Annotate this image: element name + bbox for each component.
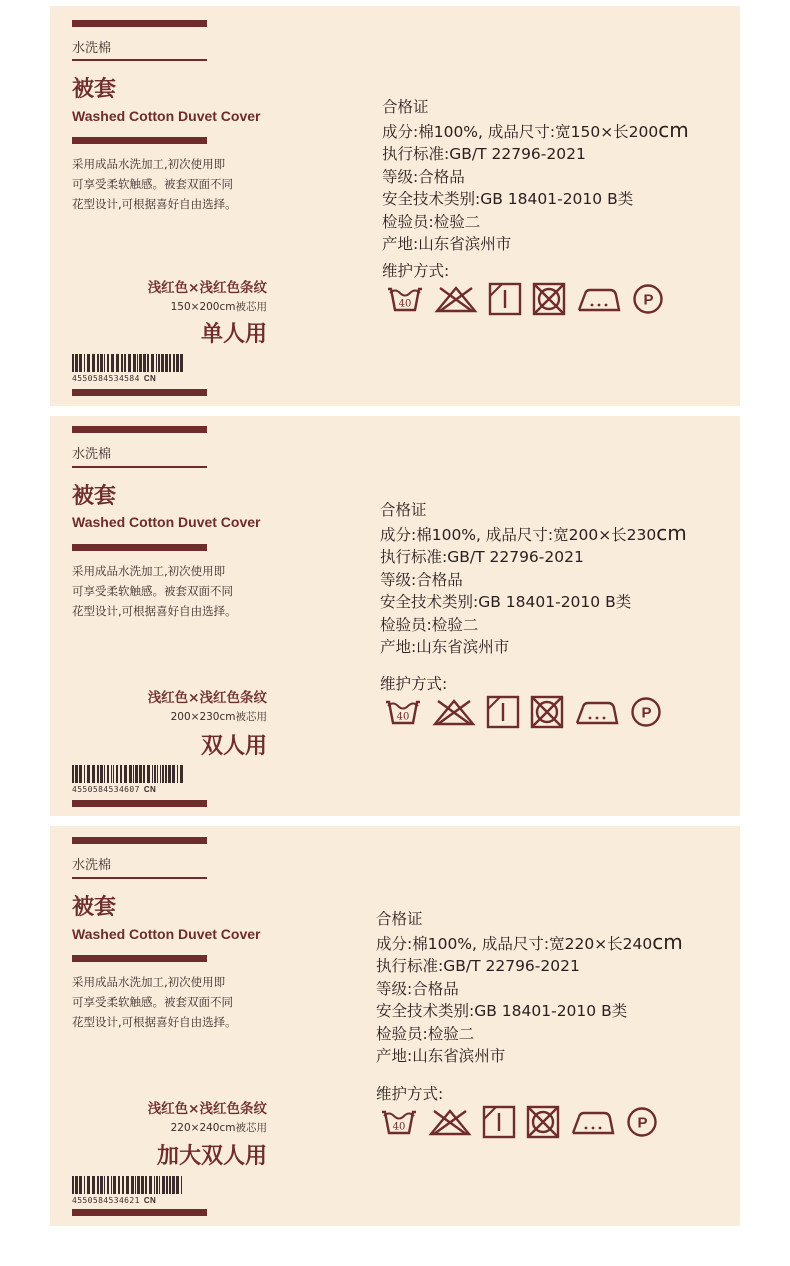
barcode-number — [72, 1196, 156, 1205]
composition-line — [380, 522, 687, 547]
barcode-bar — [172, 765, 175, 783]
barcode-suffix: CN — [143, 1196, 157, 1205]
usage-type: 加大双人用 — [156, 1144, 267, 1169]
composition-text: 成分:棉100%, 成品尺寸:宽200×长230 — [380, 525, 657, 544]
barcode-bar — [79, 765, 82, 783]
safety-line: 安全技术类别:GB 18401-2010 B类 — [380, 593, 632, 611]
barcode-bar — [169, 354, 171, 372]
barcode-bar — [107, 354, 109, 372]
barcode-bar — [152, 765, 153, 783]
product-title-en: Washed Cotton Duvet Cover — [72, 514, 261, 530]
product-description — [72, 972, 287, 1032]
product-title: 被套 — [72, 77, 117, 102]
description-line: 花型设计,可根据喜好自由选择。 — [72, 197, 237, 211]
label-left-panel — [72, 6, 287, 406]
composition-line — [382, 119, 689, 144]
product-title-en: Washed Cotton Duvet Cover — [72, 926, 261, 942]
barcode-bar — [87, 1176, 90, 1194]
description-line: 采用成品水洗加工,初次使用即 — [72, 975, 226, 989]
inspector-line: 检验员:检验二 — [382, 212, 481, 231]
inspector-line: 检验员:检验二 — [380, 615, 479, 634]
certificate-block — [376, 908, 683, 1068]
barcode-bar — [165, 354, 168, 372]
svg-text:40: 40 — [396, 711, 410, 723]
barcode-bar — [137, 354, 138, 372]
material-text: 水洗棉 — [72, 447, 112, 462]
label-right-panel — [382, 6, 762, 406]
product-description — [72, 154, 287, 214]
certificate-title: 合格证 — [380, 501, 427, 519]
barcode-bar — [147, 354, 149, 372]
composition-unit: cm — [652, 929, 683, 954]
barcode-bar — [176, 1176, 179, 1194]
svg-text:P: P — [637, 1114, 648, 1132]
product-title: 被套 — [72, 895, 117, 920]
barcode — [72, 1176, 187, 1194]
barcode-bar — [116, 354, 119, 372]
barcode-bar — [135, 765, 138, 783]
color-name: 浅红色×浅红色条纹 — [147, 1101, 267, 1117]
grade-line: 等级:合格品 — [382, 167, 465, 186]
svg-text:40: 40 — [398, 298, 412, 310]
dry-clean-p-icon — [626, 1106, 658, 1138]
safety-line: 安全技术类别:GB 18401-2010 B类 — [376, 1002, 628, 1020]
no-tumble-dry-icon — [526, 1105, 560, 1139]
barcode-bar — [139, 354, 142, 372]
barcode-bar — [143, 354, 146, 372]
composition-text: 成分:棉100%, 成品尺寸:宽150×长200 — [382, 122, 659, 141]
composition-text: 成分:棉100%, 成品尺寸:宽220×长240 — [376, 934, 653, 953]
certificate-title: 合格证 — [376, 910, 423, 928]
bottom-accent-bar — [72, 389, 207, 396]
care-title: 维护方式: — [380, 675, 448, 693]
care-title: 维护方式: — [376, 1085, 444, 1103]
barcode-bar — [172, 1176, 175, 1194]
barcode-bar — [116, 765, 118, 783]
barcode-bar — [156, 354, 157, 372]
barcode-bar — [121, 354, 123, 372]
barcode-suffix: CN — [143, 374, 157, 383]
origin-line: 产地:山东省滨州市 — [376, 1047, 506, 1065]
barcode — [72, 765, 187, 783]
barcode-bar — [161, 354, 164, 372]
standard-line: 执行标准:GB/T 22796-2021 — [382, 145, 586, 163]
barcode-bar — [75, 1176, 78, 1194]
material-text: 水洗棉 — [72, 41, 112, 56]
barcode-bar — [147, 765, 150, 783]
barcode-bar — [113, 1176, 116, 1194]
barcode-bar — [79, 354, 82, 372]
barcode-bar — [151, 354, 154, 372]
care-icons-row — [380, 1105, 658, 1139]
no-bleach-icon — [432, 698, 476, 726]
barcode-bar — [75, 765, 78, 783]
no-tumble-dry-icon — [532, 282, 566, 316]
barcode-bar — [154, 765, 156, 783]
grade-line: 等级:合格品 — [376, 979, 459, 998]
bottom-accent-bar — [72, 1209, 207, 1216]
barcode-bar — [165, 765, 167, 783]
composition-unit: cm — [658, 117, 689, 142]
core-size: 200×230cm被芯用 — [170, 711, 267, 723]
barcode-bar — [131, 1176, 134, 1194]
origin-line: 产地:山东省滨州市 — [382, 235, 512, 253]
barcode-bar — [111, 765, 112, 783]
composition-line — [376, 931, 683, 956]
top-accent-bar — [72, 426, 207, 433]
core-size: 220×240cm被芯用 — [170, 1122, 267, 1134]
barcode-bar — [72, 765, 74, 783]
drip-dry-icon — [486, 695, 520, 729]
barcode-bar — [160, 765, 161, 783]
color-name: 浅红色×浅红色条纹 — [147, 280, 267, 296]
barcode-digits: 4550584534584 — [72, 374, 140, 383]
composition-unit: cm — [656, 520, 687, 545]
dry-clean-p-icon — [632, 283, 664, 315]
no-tumble-dry-icon — [530, 695, 564, 729]
description-line: 花型设计,可根据喜好自由选择。 — [72, 604, 237, 618]
barcode-bar — [97, 1176, 99, 1194]
barcode-bar — [180, 354, 183, 372]
barcode-digits: 4550584534621 — [72, 1196, 140, 1205]
no-bleach-icon — [428, 1108, 472, 1136]
barcode-bar — [124, 765, 127, 783]
description-line: 采用成品水洗加工,初次使用即 — [72, 157, 226, 171]
barcode — [72, 354, 187, 372]
label-right-panel — [380, 416, 760, 816]
drip-dry-icon — [482, 1105, 516, 1139]
barcode-bar — [139, 765, 142, 783]
barcode-bar — [113, 765, 114, 783]
wash-40-icon — [386, 285, 424, 313]
barcode-bar — [120, 765, 122, 783]
material-text: 水洗棉 — [72, 858, 112, 873]
barcode-bar — [84, 354, 85, 372]
iron-low-icon — [576, 285, 622, 313]
wash-40-icon — [380, 1108, 418, 1136]
iron-low-icon — [574, 698, 620, 726]
barcode-bar — [72, 1176, 74, 1194]
inspector-line: 检验员:检验二 — [376, 1024, 475, 1043]
description-line: 可享受柔软触感。被套双面不同 — [72, 995, 233, 1009]
product-title: 被套 — [72, 484, 117, 509]
barcode-bar — [169, 1176, 171, 1194]
product-title-en: Washed Cotton Duvet Cover — [72, 108, 261, 124]
barcode-bar — [166, 1176, 168, 1194]
dry-clean-p-icon — [630, 696, 662, 728]
barcode-bar — [143, 765, 145, 783]
barcode-bar — [111, 1176, 112, 1194]
usage-type: 双人用 — [200, 734, 267, 759]
grade-line: 等级:合格品 — [380, 570, 463, 589]
product-description — [72, 561, 287, 621]
drip-dry-icon — [488, 282, 522, 316]
top-accent-bar — [72, 837, 207, 844]
top-accent-bar — [72, 20, 207, 27]
product-label-double — [50, 416, 740, 816]
no-bleach-icon — [434, 285, 478, 313]
description-line: 采用成品水洗加工,初次使用即 — [72, 564, 226, 578]
barcode-bar — [75, 354, 78, 372]
barcode-bar — [87, 765, 90, 783]
barcode-bar — [104, 765, 105, 783]
care-title: 维护方式: — [382, 262, 450, 280]
iron-low-icon — [570, 1108, 616, 1136]
barcode-bar — [133, 354, 136, 372]
color-name: 浅红色×浅红色条纹 — [147, 690, 267, 706]
barcode-bar — [92, 354, 95, 372]
barcode-bar — [128, 354, 131, 372]
barcode-bar — [135, 1176, 136, 1194]
barcode-bar — [157, 765, 158, 783]
wash-40-icon — [384, 698, 422, 726]
barcode-bar — [154, 1176, 155, 1194]
barcode-number — [72, 785, 156, 794]
barcode-bar — [104, 1176, 105, 1194]
accent-bar — [72, 544, 207, 551]
certificate-block — [380, 499, 687, 659]
barcode-bar — [122, 1176, 124, 1194]
label-left-panel — [72, 826, 287, 1226]
barcode-bar — [107, 765, 109, 783]
divider — [72, 877, 207, 879]
barcode-bar — [100, 1176, 103, 1194]
care-icons-row — [384, 695, 662, 729]
divider — [72, 59, 207, 61]
barcode-bar — [176, 354, 179, 372]
label-left-panel — [72, 416, 287, 816]
standard-line: 执行标准:GB/T 22796-2021 — [376, 957, 580, 975]
barcode-bar — [162, 1176, 165, 1194]
barcode-bar — [133, 765, 134, 783]
barcode-bar — [97, 765, 99, 783]
barcode-bar — [124, 354, 126, 372]
barcode-digits: 4550584534607 — [72, 785, 140, 794]
barcode-bar — [145, 1176, 147, 1194]
barcode-bar — [159, 1176, 160, 1194]
certificate-title: 合格证 — [382, 98, 429, 116]
barcode-bar — [162, 765, 164, 783]
usage-type: 单人用 — [200, 322, 267, 347]
barcode-suffix: CN — [143, 785, 157, 794]
origin-line: 产地:山东省滨州市 — [380, 638, 510, 656]
barcode-bar — [181, 1176, 182, 1194]
barcode-bar — [149, 1176, 152, 1194]
barcode-bar — [97, 354, 99, 372]
barcode-bar — [84, 1176, 85, 1194]
accent-bar — [72, 137, 207, 144]
barcode-bar — [100, 765, 103, 783]
divider — [72, 466, 207, 468]
barcode-bar — [126, 1176, 129, 1194]
barcode-number — [72, 374, 156, 383]
description-line: 可享受柔软触感。被套双面不同 — [72, 177, 233, 191]
standard-line: 执行标准:GB/T 22796-2021 — [380, 548, 584, 566]
svg-text:P: P — [641, 704, 652, 722]
barcode-bar — [118, 1176, 120, 1194]
core-size: 150×200cm被芯用 — [170, 301, 267, 313]
barcode-bar — [156, 1176, 158, 1194]
product-label-single — [50, 6, 740, 406]
safety-line: 安全技术类别:GB 18401-2010 B类 — [382, 190, 634, 208]
barcode-bar — [100, 354, 103, 372]
barcode-bar — [84, 765, 85, 783]
barcode-bar — [180, 765, 183, 783]
barcode-bar — [92, 1176, 95, 1194]
barcode-bar — [129, 765, 132, 783]
barcode-bar — [111, 354, 114, 372]
barcode-bar — [177, 765, 178, 783]
care-icons-row — [386, 282, 664, 316]
label-right-panel — [376, 826, 756, 1226]
svg-text:40: 40 — [392, 1121, 406, 1133]
barcode-bar — [141, 1176, 144, 1194]
accent-bar — [72, 955, 207, 962]
product-label-king — [50, 826, 740, 1226]
barcode-bar — [173, 354, 175, 372]
barcode-bar — [104, 354, 105, 372]
svg-text:P: P — [643, 291, 654, 309]
barcode-bar — [137, 1176, 140, 1194]
barcode-bar — [168, 765, 171, 783]
barcode-bar — [79, 1176, 82, 1194]
barcode-bar — [92, 765, 95, 783]
barcode-bar — [107, 1176, 109, 1194]
barcode-bar — [72, 354, 74, 372]
barcode-bar — [158, 354, 160, 372]
description-line: 花型设计,可根据喜好自由选择。 — [72, 1015, 237, 1029]
bottom-accent-bar — [72, 800, 207, 807]
certificate-block — [382, 96, 689, 256]
barcode-bar — [87, 354, 90, 372]
description-line: 可享受柔软触感。被套双面不同 — [72, 584, 233, 598]
